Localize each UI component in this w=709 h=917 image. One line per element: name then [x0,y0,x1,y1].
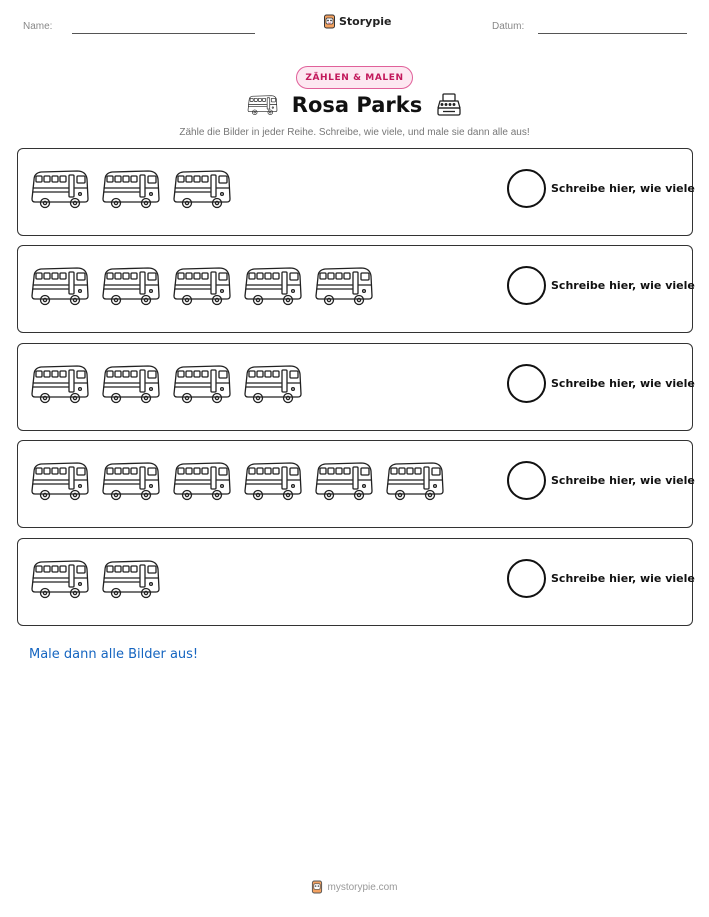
date-line[interactable] [538,33,687,34]
bus-icon [101,168,161,210]
typewriter-icon [436,92,462,118]
bus-icon [247,94,278,116]
bus-icon [30,363,90,405]
bus-icon [101,460,161,502]
bus-icon [101,363,161,405]
title-row [0,92,709,118]
instruction-text: Zähle die Bilder in jeder Reihe. Schreibe, wie viele, und male sie dann alle aus! [179,127,530,138]
storypie-mascot-icon [323,14,336,29]
answer-circle[interactable] [507,169,546,208]
bus-icon [172,265,232,307]
name-label: Name: [23,21,53,32]
storypie-brand [323,14,391,29]
bus-icon [30,460,90,502]
bus-icon [243,265,303,307]
name-line[interactable] [72,33,255,34]
bus-icon [30,265,90,307]
bus-group [30,265,374,307]
footer-note: Male dann alle Bilder aus! [29,647,199,662]
bus-icon [101,265,161,307]
answer-circle[interactable] [507,461,546,500]
answer-label: Schreibe hier, wie viele [551,182,695,195]
bus-icon [385,460,445,502]
counting-row-5 [17,538,693,626]
answer-label: Schreibe hier, wie viele [551,572,695,585]
bus-icon [314,265,374,307]
answer-label: Schreibe hier, wie viele [551,279,695,292]
bus-icon [172,363,232,405]
storypie-mascot-icon [311,880,323,894]
bus-group [30,558,161,600]
answer-circle[interactable] [507,266,546,305]
page-title: Rosa Parks [291,93,423,117]
bus-icon [243,363,303,405]
bus-icon [314,460,374,502]
answer-circle[interactable] [507,364,546,403]
answer-label: Schreibe hier, wie viele [551,377,695,390]
footer-brand [0,880,709,894]
counting-row-1 [17,148,693,236]
answer-circle[interactable] [507,559,546,598]
bus-icon [172,460,232,502]
bus-group [30,460,445,502]
bus-icon [30,558,90,600]
footer-url: mystorypie.com [327,881,398,893]
bus-icon [172,168,232,210]
bus-icon [30,168,90,210]
category-tag-text: ZÄHLEN & MALEN [305,72,404,83]
date-label: Datum: [492,21,525,32]
counting-row-2 [17,245,693,333]
counting-row-4 [17,440,693,528]
bus-group [30,168,232,210]
bus-icon [243,460,303,502]
counting-row-3 [17,343,693,431]
bus-group [30,363,303,405]
bus-icon [101,558,161,600]
answer-label: Schreibe hier, wie viele [551,474,695,487]
brand-name: Storypie [339,15,392,28]
category-tag [296,66,413,89]
